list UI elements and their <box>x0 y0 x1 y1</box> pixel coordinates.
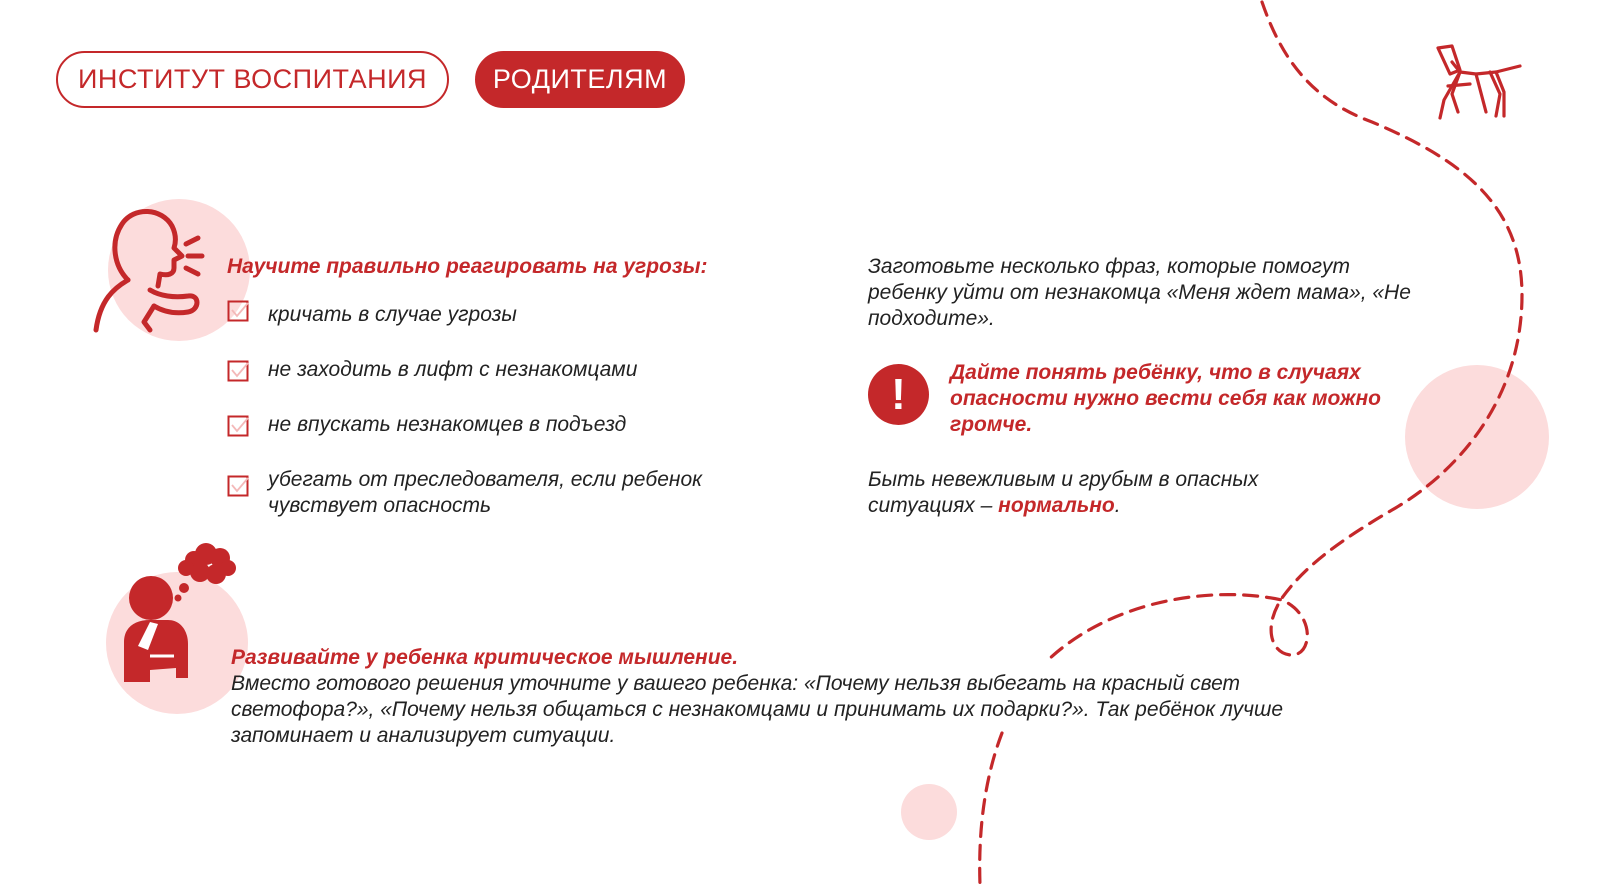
shouting-person-icon <box>88 202 208 338</box>
rudeness-emphasis: нормально <box>998 494 1115 517</box>
dashed-curve-lower <box>980 733 1002 885</box>
threats-heading: Научите правильно реагировать на угрозы: <box>227 255 708 278</box>
decor-circle-right <box>1405 365 1549 509</box>
warning-text: Дайте понять ребёнку, что в случаях опасности нужно вести себя как можно громче. <box>950 361 1382 436</box>
threat-item: не впускать незнакомцев в подъезд <box>268 413 627 436</box>
threat-item: кричать в случае угрозы <box>268 303 517 326</box>
checkbox-icon <box>227 300 249 322</box>
rudeness-text-before: Быть невежливым и грубым в опасных ситуациях – <box>868 468 1259 517</box>
threat-item: убегать от преследователя, если ребенок чувствует опасность <box>268 468 703 517</box>
rudeness-text <box>868 467 1338 519</box>
horse-logo-icon <box>1430 42 1526 122</box>
institute-pill: ИНСТИТУТ ВОСПИТАНИЯ <box>56 51 449 108</box>
threat-item: не заходить в лифт с незнакомцами <box>268 358 638 381</box>
exclamation-icon: ! <box>868 364 929 425</box>
critical-text: Вместо готового решения уточните у вашего ребенка: «Почему нельзя выбегать на красный свет светофора?», «Почему нельзя общаться с незнакомцами и принимать их подарки?». Так ребёнок лучше запоминает и анализирует ситуации. <box>231 672 1284 747</box>
checkbox-icon <box>227 475 249 497</box>
section-pill: РОДИТЕЛЯМ <box>475 51 685 108</box>
thinking-person-icon <box>110 540 242 692</box>
decor-circle-bottom <box>901 784 957 840</box>
checkbox-icon <box>227 415 249 437</box>
checkbox-icon <box>227 360 249 382</box>
critical-heading: Развивайте у ребенка критическое мышление. <box>231 646 739 669</box>
phrases-text: Заготовьте несколько фраз, которые помогут ребенку уйти от незнакомца «Меня ждет мама», «Не подходите». <box>868 255 1411 330</box>
rudeness-text-after: . <box>1114 494 1121 517</box>
